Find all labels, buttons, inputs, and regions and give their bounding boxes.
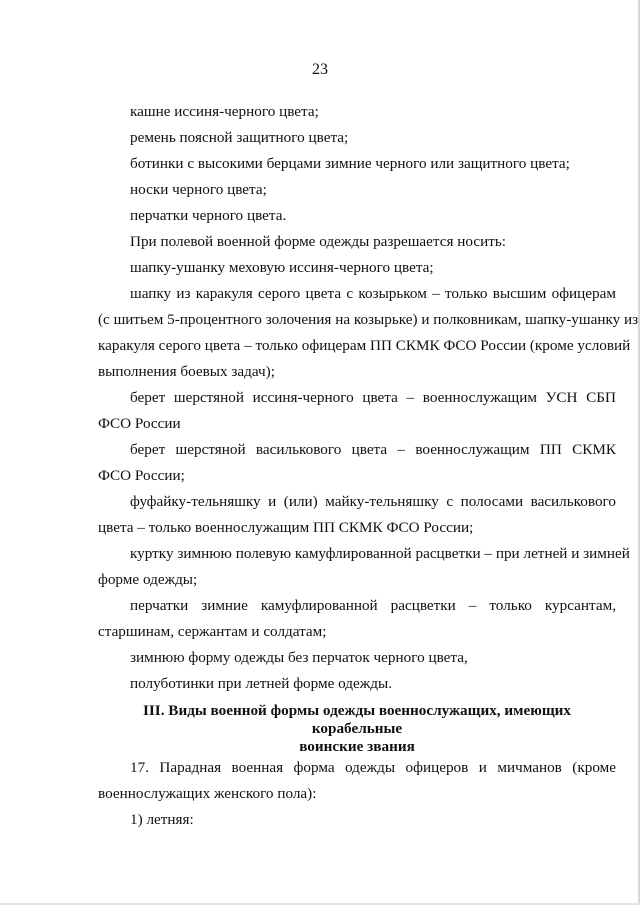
page-number: 23 xyxy=(312,61,328,78)
text-line: 1) летняя: xyxy=(130,811,194,828)
section-heading-line: III. Виды военной формы одежды военнослужащих, имеющих корабельные xyxy=(142,702,572,737)
text-line: ФСО России xyxy=(98,415,181,432)
text-line: перчатки зимние камуфлированной расцветки – только курсантам, xyxy=(130,597,616,614)
text-line: шапку-ушанку меховую иссиня-черного цвета; xyxy=(130,259,434,276)
section-heading-line: воинские звания xyxy=(299,738,415,755)
text-line: ФСО России; xyxy=(98,467,185,484)
text-line: цвета – только военнослужащим ПП СКМК ФСО России; xyxy=(98,519,474,536)
text-line: фуфайку-тельняшку и (или) майку-тельняшку с полосами василькового xyxy=(130,493,616,510)
text-line: форме одежды; xyxy=(98,571,198,588)
text-line: (с шитьем 5-процентного золочения на козырьке) и полковникам, шапку-ушанку из xyxy=(98,311,639,328)
text-line: военнослужащих женского пола): xyxy=(98,785,317,802)
text-line: 17. Парадная военная форма одежды офицеров и мичманов (кроме xyxy=(130,759,616,776)
text-line: выполнения боевых задач); xyxy=(98,363,275,380)
text-line: ремень поясной защитного цвета; xyxy=(130,129,349,146)
text-line: ботинки с высокими берцами зимние черного или защитного цвета; xyxy=(130,155,570,172)
text-line: куртку зимнюю полевую камуфлированной расцветки – при летней и зимней xyxy=(130,545,630,562)
text-line: каракуля серого цвета – только офицерам ПП СКМК ФСО России (кроме условий xyxy=(98,337,631,354)
text-line: полуботинки при летней форме одежды. xyxy=(130,675,392,692)
text-line: берет шерстяной иссиня-черного цвета – военнослужащим УСН СБП xyxy=(130,389,616,406)
section-heading xyxy=(98,702,616,756)
text-line: носки черного цвета; xyxy=(130,181,267,198)
text-line: берет шерстяной василькового цвета – военнослужащим ПП СКМК xyxy=(130,441,616,458)
text-line: При полевой военной форме одежды разрешается носить: xyxy=(130,233,507,250)
text-line: кашне иссиня-черного цвета; xyxy=(130,103,319,120)
text-line: старшинам, сержантам и солдатам; xyxy=(98,623,327,640)
text-line: шапку из каракуля серого цвета с козырьком – только высшим офицерам xyxy=(130,285,616,302)
text-line: перчатки черного цвета. xyxy=(130,207,287,224)
text-line: зимнюю форму одежды без перчаток черного цвета, xyxy=(130,649,468,666)
